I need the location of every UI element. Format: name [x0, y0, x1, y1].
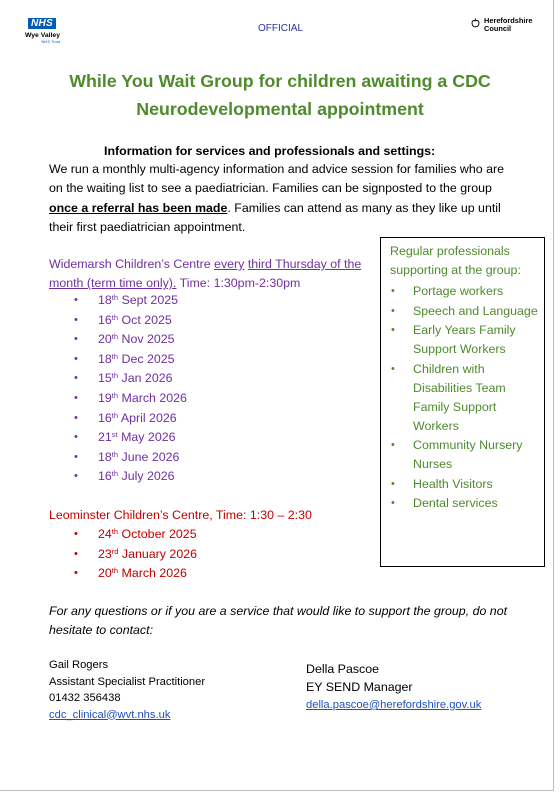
professional-label: Early Years Family Support Workers — [413, 323, 516, 356]
date-ordinal-suffix: rd — [111, 546, 119, 556]
professional-item — [391, 302, 543, 321]
date-month-year: July 2026 — [118, 469, 175, 484]
date-month-year: Jan 2026 — [118, 371, 173, 386]
contact-phone: 01432 356438 — [49, 692, 121, 704]
nhs-badge: NHS — [28, 18, 56, 29]
contact-name: Della Pascoe — [306, 662, 380, 676]
professional-label: Speech and Language — [413, 303, 538, 318]
nhs-org-name: Wye Valley — [24, 32, 60, 39]
date-list-item — [74, 369, 187, 389]
date-month-year: Oct 2025 — [118, 312, 172, 327]
bullet-icon: • — [391, 362, 395, 375]
title-line1: While You Wait Group for children awaiting a CDC — [69, 71, 491, 91]
intro-emphasis: once a referral has been made — [49, 200, 228, 215]
date-list-item — [74, 467, 187, 487]
intro-text-after: . Families can attend as many as they like up until their first paediatrician appointment. — [49, 200, 501, 234]
professionals-box — [380, 237, 545, 567]
date-month-year: Sept 2025 — [118, 293, 179, 307]
bullet-icon: • — [74, 333, 78, 346]
professional-label: Children with Disabilities Team Family Support Workers — [413, 361, 506, 433]
date-month-year: May 2026 — [117, 430, 176, 445]
widemarsh-venue: Widemarsh Children’s Centre — [49, 257, 215, 271]
date-ordinal-suffix: th — [111, 527, 119, 536]
date-ordinal-suffix: th — [111, 332, 119, 342]
date-list-item — [74, 448, 187, 468]
bullet-icon: • — [74, 450, 78, 463]
info-heading: Information for services and professionals and settings: — [104, 144, 436, 158]
date-day: 19 — [98, 390, 112, 405]
bullet-icon: • — [391, 439, 395, 451]
date-list-item — [74, 389, 187, 409]
contact-name: Gail Rogers — [49, 659, 109, 671]
date-month-year: Dec 2025 — [118, 351, 175, 366]
date-month-year: March 2026 — [118, 390, 187, 405]
date-list-item — [74, 409, 187, 429]
date-day: 20 — [98, 332, 112, 347]
bullet-icon: • — [391, 304, 395, 317]
widemarsh-date-list — [74, 291, 187, 487]
bullet-icon: • — [74, 294, 78, 306]
date-list-item — [74, 525, 197, 545]
title-line2: Neurodevelopmental appointment — [136, 99, 424, 119]
professionals-list — [391, 282, 543, 514]
date-month-year: Nov 2025 — [118, 332, 175, 347]
nhs-org-subtitle: NHS Trust — [41, 39, 60, 44]
council-name-line2: Council — [484, 24, 512, 33]
date-ordinal-suffix: th — [111, 469, 119, 479]
date-list-item — [74, 545, 197, 565]
date-ordinal-suffix: th — [111, 371, 119, 381]
date-month-year: January 2026 — [118, 546, 197, 561]
date-list-item — [74, 311, 187, 331]
date-list-item — [74, 330, 187, 350]
professionals-heading: Regular professionals supporting at the group: — [390, 244, 521, 277]
contact-prompt: For any questions or if you are a service that would like to support the group, do not hesitate to contact: — [49, 604, 508, 638]
bullet-icon: • — [74, 431, 78, 444]
bullet-icon: • — [74, 352, 78, 365]
bullet-icon: • — [74, 372, 78, 385]
bullet-icon: • — [391, 324, 395, 336]
date-day: 18 — [98, 293, 112, 307]
contact-card-gail — [49, 657, 205, 723]
contact-role: EY SEND Manager — [306, 680, 413, 694]
professional-item — [391, 360, 543, 436]
bullet-icon: • — [74, 547, 78, 560]
bullet-icon: • — [391, 285, 395, 297]
intro-text-before: We run a monthly multi-agency information and advice session for families who are on the waiting list to see a paediatrician. Families can be signposted to the group — [49, 162, 504, 196]
date-month-year: March 2026 — [118, 566, 187, 581]
date-ordinal-suffix: th — [111, 390, 119, 400]
date-ordinal-suffix: th — [111, 449, 119, 459]
date-ordinal-suffix: th — [111, 312, 119, 322]
bullet-icon: • — [74, 411, 78, 424]
date-ordinal-suffix: th — [111, 410, 119, 420]
date-ordinal-suffix: th — [111, 566, 119, 576]
bullet-icon: • — [74, 528, 78, 540]
date-day: 23 — [98, 546, 112, 561]
date-day: 21 — [98, 430, 112, 445]
date-day: 24 — [98, 527, 112, 541]
leominster-date-list — [74, 525, 197, 584]
nhs-wye-valley-logo — [14, 13, 60, 44]
professional-item — [391, 494, 543, 513]
date-list-item — [74, 428, 187, 448]
widemarsh-every: every — [214, 257, 245, 271]
widemarsh-schedule-heading — [49, 255, 375, 294]
professional-item — [391, 282, 543, 301]
date-month-year: April 2026 — [118, 410, 177, 425]
date-ordinal-suffix: th — [111, 293, 119, 302]
bullet-icon: • — [391, 477, 395, 490]
date-day: 18 — [98, 449, 112, 464]
bullet-icon: • — [74, 391, 78, 404]
intro-paragraph — [49, 160, 519, 237]
contact-email-link[interactable]: cdc_clinical@wvt.nhs.uk — [49, 708, 171, 721]
contact-role: Assistant Specialist Practitioner — [49, 675, 206, 688]
professional-label: Health Visitors — [413, 476, 493, 491]
date-list-item — [74, 291, 187, 311]
professional-label: Community Nursery Nurses — [413, 438, 523, 471]
leominster-schedule-heading: Leominster Children’s Centre, Time: 1:30 – 2:30 — [49, 508, 312, 522]
date-day: 20 — [98, 566, 112, 581]
date-list-item — [74, 564, 197, 584]
widemarsh-time: Time: 1:30pm-2:30pm — [176, 276, 301, 291]
professional-item — [391, 321, 543, 359]
contact-card-della — [306, 660, 481, 714]
professional-item — [391, 475, 543, 494]
date-day: 16 — [98, 312, 112, 327]
herefordshire-council-logo-icon — [470, 17, 481, 28]
bullet-icon: • — [391, 497, 395, 509]
date-list-item — [74, 350, 187, 370]
professional-item — [391, 436, 543, 474]
date-day: 16 — [98, 469, 112, 484]
page-title — [30, 67, 530, 123]
date-day: 18 — [98, 351, 112, 366]
herefordshire-council-logo — [470, 17, 532, 33]
date-month-year: October 2025 — [118, 527, 197, 541]
date-ordinal-suffix: th — [111, 351, 119, 361]
council-name-line1: Herefordshire — [484, 16, 533, 25]
bullet-icon: • — [74, 567, 78, 580]
widemarsh-frequency: third Thursday of the month (term time only). — [49, 257, 362, 291]
classification-label: OFFICIAL — [258, 23, 304, 34]
bullet-icon: • — [74, 313, 78, 326]
date-ordinal-suffix: st — [111, 430, 118, 440]
professional-label: Dental services — [413, 496, 498, 510]
contact-email-link[interactable]: della.pascoe@herefordshire.gov.uk — [306, 699, 482, 711]
professional-label: Portage workers — [413, 284, 504, 298]
bullet-icon: • — [74, 470, 78, 483]
date-day: 15 — [98, 371, 112, 386]
date-month-year: June 2026 — [118, 449, 180, 464]
date-day: 16 — [98, 410, 112, 425]
